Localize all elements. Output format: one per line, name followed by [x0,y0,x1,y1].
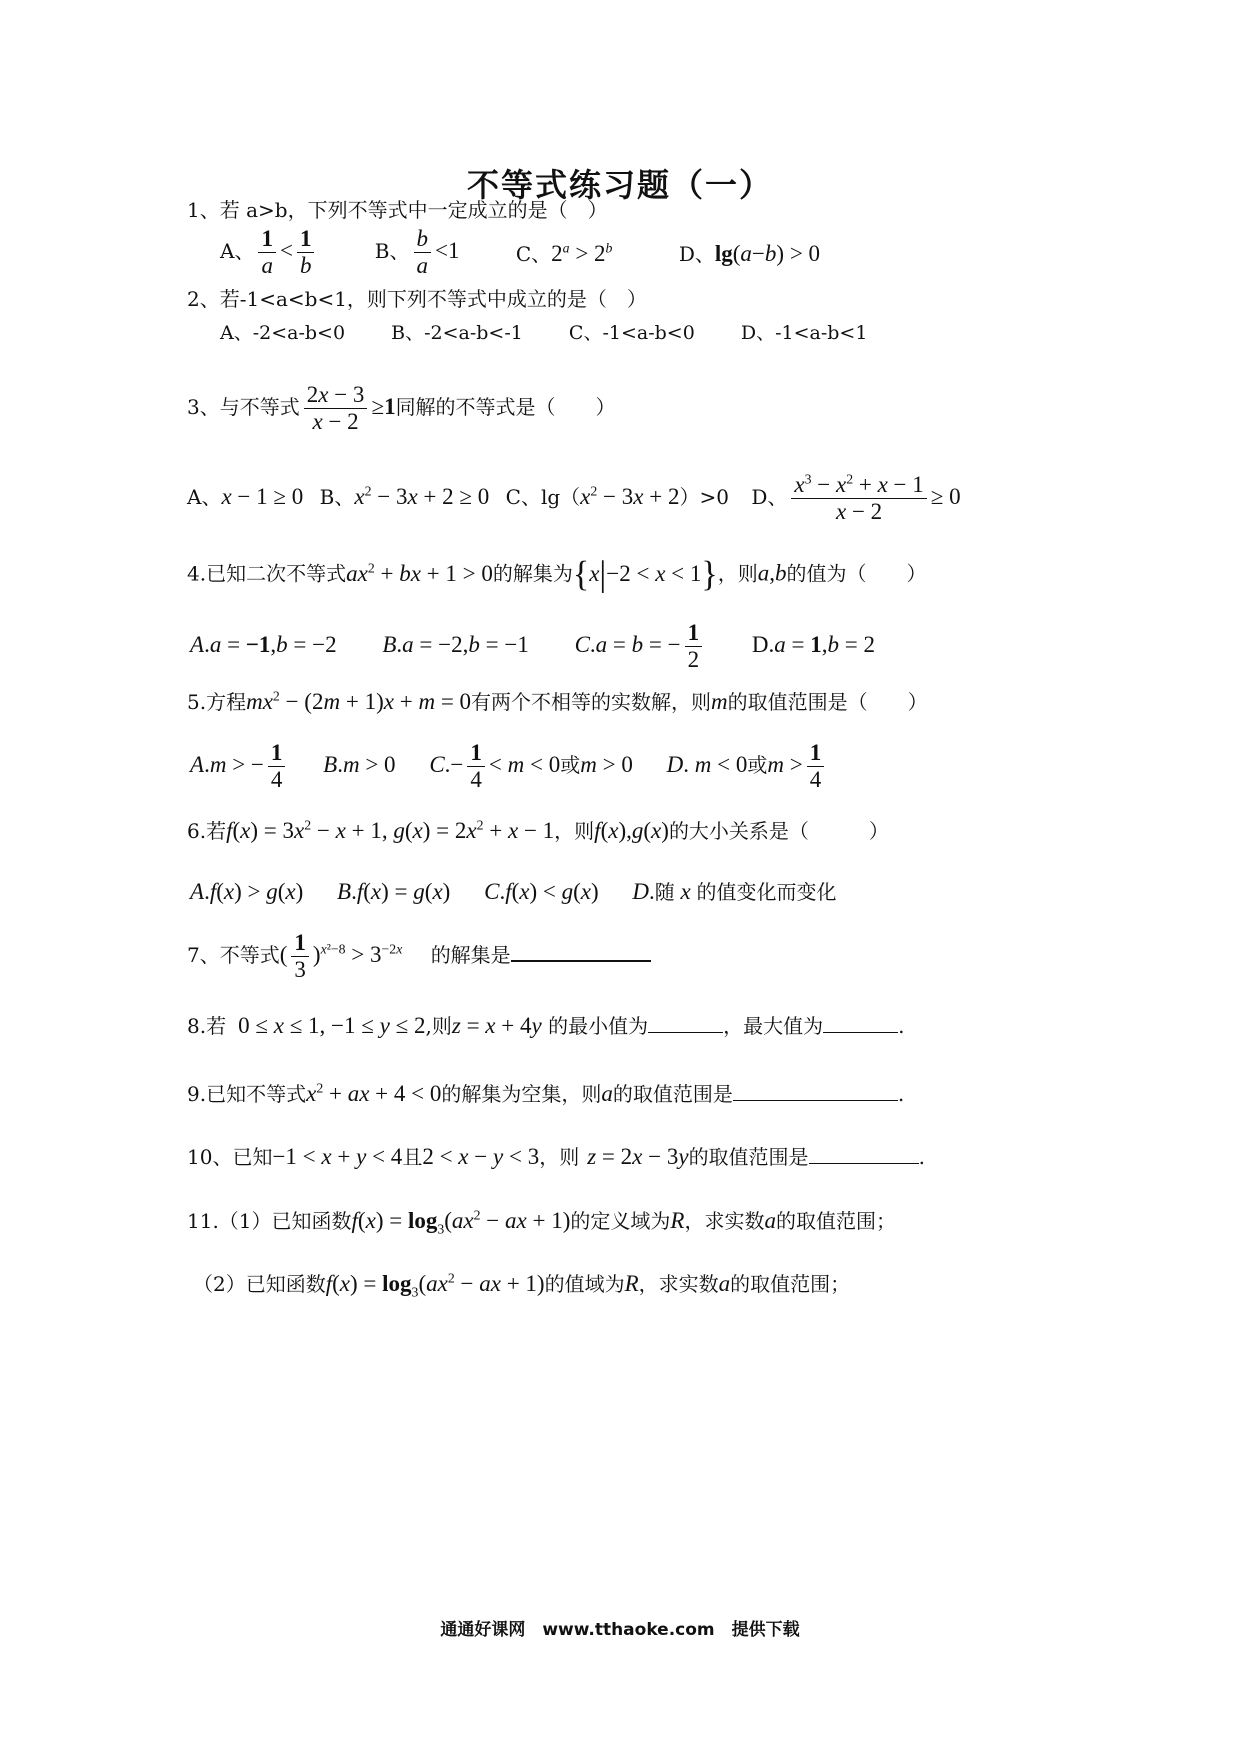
q5-option-a: A.m > − $\frac{1}{4}$ [190,752,289,777]
q2-option-d: D、-1<a-b<1 [740,322,868,344]
q6-option-d: D.随 x 的值变化而变化 [632,879,837,904]
q4-option-b: B.a = −2,b = −1 [382,632,529,658]
question-11-part-1: 11.（1）已知函数$f(x) = \log_3(ax^2$ − ax + 1)的定义域为R，求实数a的取值范围； [187,1207,896,1237]
q8-min-blank[interactable] [648,1012,723,1033]
q4-option-d: D.a = 1,b = 2 [751,632,875,658]
question-9-stem: 9.已知不等式$x^2$ + ax + 4 < 0的解集为空集，则a的取值范围是 . [187,1080,905,1106]
question-1-stem: 1、若 a>b，下列不等式中一定成立的是（ ） [187,198,608,222]
question-7-stem: 7、不等式( $\frac{1}{3}$ )$^{x^2-8} > 3^{-2x}$ 的解集是 [187,930,651,984]
q3-option-d: D、 $\frac{x^3 - x^2 + x - 1}{x - 2}$ ≥ 0 [751,471,961,525]
q1-option-d: D、lg(a−b) > 0 [678,241,821,267]
q5-option-d: D. m < 0或m > $\frac{1}{4}$ [667,752,829,777]
q1-option-a: A、 $\frac{1}{a}$ < $\frac{1}{b}$ [220,226,318,280]
q4-option-c: C.a = b = − $\frac{1}{2}$ [575,632,707,657]
q4-option-a: A.a = −1,b = −2 [190,632,337,658]
q5-option-c: C.− $\frac{1}{4}$ < m < 0或m > 0 [429,740,633,793]
q6-option-a: A.f(x) > g(x) [190,879,304,904]
q10-answer-blank[interactable] [809,1143,919,1164]
q3-option-a: A、x − 1 ≥ 0 [187,484,304,510]
q3-option-b: B、$x^2 - 3x + 2 \ge 0$ [319,483,490,510]
question-3-stem: 3、与不等式 $\frac{2x - 3}{x - 2}$ ≥1同解的不等式是（ ） [187,382,616,435]
question-3-options [187,472,961,526]
q8-max-blank[interactable] [823,1012,898,1033]
question-11-part-2: （2）已知函数$f(x) = \log_3(ax^2$ − ax + 1)的值域为R，求实数a的取值范围； [193,1270,851,1300]
q6-option-c: C.f(x) < g(x) [484,879,599,904]
q2-option-a: A、-2<a-b<0 [220,322,346,344]
q9-answer-blank[interactable] [733,1080,898,1101]
q1-option-b: B、 $\frac{b}{a}$ <1 [374,226,460,279]
worksheet-title: 不等式练习题（一） [466,166,773,204]
question-2-stem: 2、若-1<a<b<1，则下列不等式中成立的是（ ） [187,287,647,311]
question-4-stem: 4.已知二次不等式$ax^2$ + bx + 1 > 0的解集为{x|−2 < x < 1}，则a,b的值为（ ） [187,555,927,594]
question-4-options [190,620,875,674]
question-5-stem: 5.方程$mx^2 - (2m + 1)x + m = 0$有两个不相等的实数解，则m的取值范围是（ ） [187,688,928,714]
question-8-stem: 8.若 0 ≤ x ≤ 1, −1 ≤ y ≤ 2,则z = x + 4y 的最小值为 ，最大值为 . [187,1013,905,1038]
q7-answer-blank[interactable] [511,940,651,962]
q1-option-c: C、$2^a > 2^b$ [515,240,613,267]
q6-option-b: B.f(x) = g(x) [337,879,451,904]
question-6-stem: 6.若$f(x) = 3x^2 - x + 1$, $g(x) = 2x^2 + x - 1$，则f(x),g(x)的大小关系是（ ） [187,817,889,843]
question-6-options [190,878,837,906]
q3-option-c: C、$\lg(x^2 - 3x + 2)>0$ [505,483,729,510]
q5-option-b: B.m > 0 [323,752,396,778]
page-footer: 通通好课网 www.tthaoke.com 提供下载 [440,1620,800,1640]
q2-option-c: C、-1<a-b<0 [568,322,695,344]
q2-option-b: B、-2<a-b<-1 [391,322,523,344]
question-2-options [220,318,867,345]
question-1-options [220,226,820,280]
question-5-options [190,740,828,794]
question-10-stem: 10、已知−1 < x + y < 4且2 < x − y < 3，则 z = 2x − 3y的取值范围是 . [187,1144,925,1169]
